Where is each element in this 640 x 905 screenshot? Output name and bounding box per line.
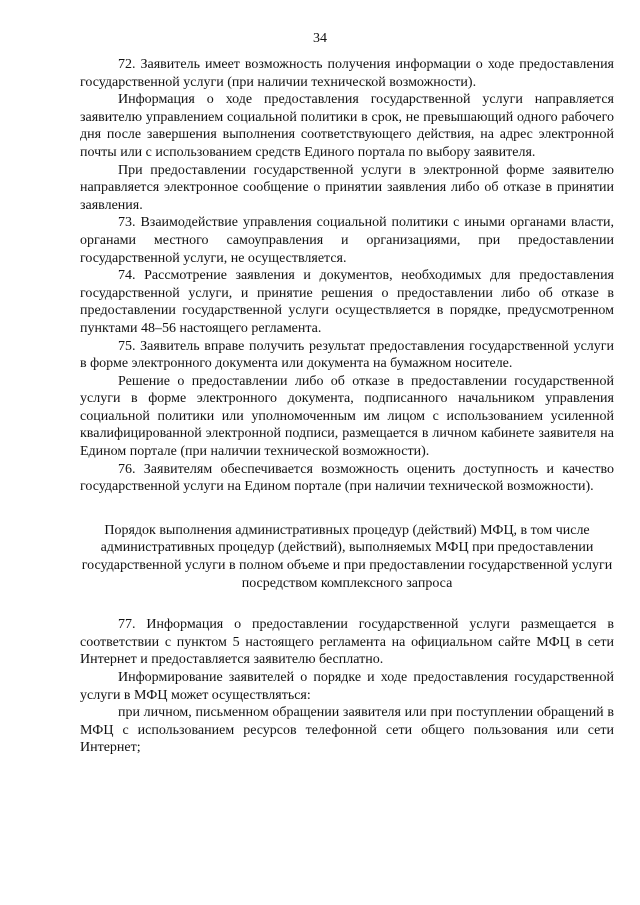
paragraph-74: 74. Рассмотрение заявления и документов, необходимых для предоставления государственной услуги, и принятие решения о предоставлении либо об отказе в предоставлении государственной услуги осуществляется в порядке, предусмотренном пунктами 48–56 настоящего регламента. xyxy=(80,268,614,336)
paragraph-75-decision: Решение о предоставлении либо об отказе в предоставлении государственной услуги в форме электронного документа, подписанного начальником управления социальной политики или уполномоченным им лицом с использованием усиленной квалифицированной электронной подписи, размещается в личном кабинете заявителя на Едином портале (при наличии технической возможности). xyxy=(80,373,614,460)
section-heading: Порядок выполнения административных процедур (действий) МФЦ, в том числе административных процедур (действий), выполняемых МФЦ при предоставлении государственной услуги в полном объеме и при предоставлении государственной услуги посредством комплексного запроса xyxy=(81,522,613,591)
paragraph-75: 75. Заявитель вправе получить результат предоставления государственной услуги в форме электронного документа или документа на бумажном носителе. xyxy=(80,338,614,372)
paragraph-72-info: Информация о ходе предоставления государственной услуги направляется заявителю управлением социальной политики в срок, не превышающий одного рабочего дня после завершения выполнения соответствующего действия, на адрес электронной почты или с использованием средств Единого портала по выбору заявителя. xyxy=(80,92,614,160)
paragraph-77: 77. Информация о предоставлении государственной услуги размещается в соответствии с пунктом 5 настоящего регламента на официальном сайте МФЦ в сети Интернет и предоставляется заявителю бесплатно. xyxy=(80,617,614,668)
paragraph-72: 72. Заявитель имеет возможность получения информации о ходе предоставления государственной услуги (при наличии технической возможности). xyxy=(80,57,614,90)
paragraph-73: 73. Взаимодействие управления социальной политики с иными органами власти, органами местного самоуправления и организациями, при предоставлении государственной услуги, не осуществляется. xyxy=(80,215,614,266)
page-number: 34 xyxy=(313,31,327,46)
paragraph-77-personal: при личном, письменном обращении заявителя или при поступлении обращений в МФЦ с использованием ресурсов телефонной сети общего пользования или сети Интернет; xyxy=(80,705,614,756)
paragraph-72-electronic: При предоставлении государственной услуги в электронной форме заявителю направляется электронное сообщение о принятии заявления либо об отказе в принятии заявления. xyxy=(80,162,614,213)
document-body xyxy=(80,56,614,757)
paragraph-77-informing: Информирование заявителей о порядке и ходе предоставления государственной услуги в МФЦ может осуществляться: xyxy=(80,670,614,703)
paragraph-76: 76. Заявителям обеспечивается возможность оценить доступность и качество государственной услуги на Едином портале (при наличии технической возможности). xyxy=(80,461,614,495)
